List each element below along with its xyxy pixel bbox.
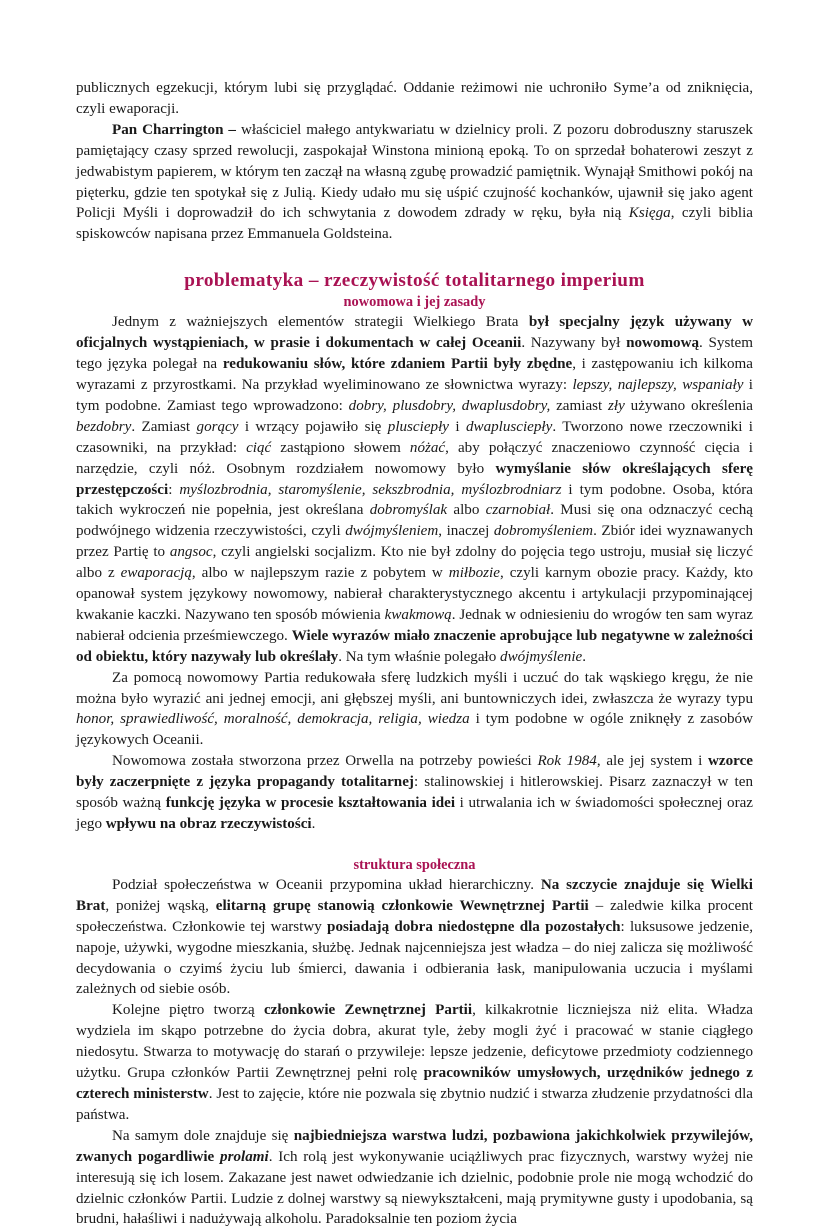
subheading-struktura-spoleczna: struktura społeczna	[353, 856, 476, 873]
paragraph-struktura-3: Na samym dole znajduje się najbiedniejsza warstwa ludzi, pozbawiona jakichkolwiek przywilejów, zwanych pogardliwie prolami. Ich rolą jest wykonywanie uciążliwych prac fizycznych, warstwy wyżej nie interesują się ich losem. Zakazane jest nawet odwiedzanie ich dzielnic, podobnie prole nie mogą wchodzić do dzielnic członków Partii. Ludzie z dolnej warstwy są niewykształceni, mają prymitywne gusty i upodobania, są brudni, hałaśliwi i nadużywają alkoholu. Paradoksalnie ten poziom życia	[76, 1127, 753, 1228]
paragraph-pan-charrington: Pan Charrington – właściciel małego antykwariatu w dzielnicy proli. Z pozoru dobroduszny staruszek pamiętający czasy sprzed rewolucji, zaspokajał Winstona minioną epoką. To on sprzedał bohaterowi zeszyt z jedwabistym papierem, w którym ten zaczął na własną zgubę prowadzić pamiętnik. Wynajął Smithowi pokój na pięterku, gdzie ten spotykał się z Julią. Kiedy udało mu się uśpić czujność kochanków, ujawnił się jako agent Policji Myśli i doprowadził do ich schwytania z dowodem zdrady w ręku, była nią Księga, czyli biblia spiskowców napisana przez Emmanuela Goldsteina.	[76, 121, 753, 243]
subheading-spacer	[76, 835, 753, 856]
subheading-nowomowa: nowomowa i jej zasady	[343, 294, 486, 311]
document-body	[76, 78, 753, 1230]
heading-spacer	[76, 245, 753, 269]
paragraph-struktura-1: Podział społeczeństwa w Oceanii przypomina układ hierarchiczny. Na szczycie znajduje się Wielki Brat, poniżej wąską, elitarną grupę stanowią członkowie Wewnętrznej Partii – zaledwie kilka procent społeczeństwa. Członkowie tej warstwy posiadają dobra niedostępne dla pozostałych: luksusowe jedzenie, napoje, używki, wygodne mieszkania, służbę. Jednak najcenniejsza jest władza – do niej zalicza się możliwość decydowania o czyimś życiu lub śmierci, dawania i odbierania łask, manipulowania uczucia i myślami zależnych od siebie osób.	[76, 876, 753, 998]
paragraph-nowomowa-3: Nowomowa została stworzona przez Orwella na potrzeby powieści Rok 1984, ale jej system i wzorce były zaczerpnięte z języka propagandy totalitarnej: stalinowskiej i hitlerowskiej. Pisarz zaznaczył w ten sposób ważną funkcję języka w procesie kształtowania idei i utrwalania ich w świadomości społecznej oraz jego wpływu na obraz rzeczywistości.	[76, 753, 753, 832]
paragraph-struktura-2: Kolejne piętro tworzą członkowie Zewnętrznej Partii, kilkakrotnie liczniejsza niż elita. Władza wydziela im skąpo potrzebne do życia dobra, akurat tyle, żeby mogli żyć i pracować w stanie ciągłego niedosytu. Stwarza to motywację do starań o przywileje: lepsze jedzenie, deficytowe przedmioty codziennego użytku. Grupa członków Partii Zewnętrznej pełni rolę pracowników umysłowych, urzędników jednego z czterech ministerstw. Jest to zajęcie, które nie pozwala się zbytnio nudzić i stwarza złudzenie przydatności dla państwa.	[76, 1002, 754, 1123]
paragraph-syme-continuation: publicznych egzekucji, którym lubi się przyglądać. Oddanie reżimowi nie uchroniło Syme’a od zniknięcia, czyli ewaporacji.	[76, 80, 753, 117]
paragraph-nowomowa-1: Jednym z ważniejszych elementów strategii Wielkiego Brata był specjalny język używany w oficjalnych wystąpieniach, w prasie i dokumentach w całej Oceanii. Nazywany był nowomową. System tego języka polegał na redukowaniu słów, które zdaniem Partii były zbędne, i zastępowaniu ich kilkoma wyrazami z przyrostkami. Na przykład wyeliminowano ze słownictwa wyrazy: lepszy, najlepszy, wspaniały i tym podobne. Zamiast tego wprowadzono: dobry, plusdobry, dwaplusdobry, zamiast zły używano określenia bezdobry. Zamiast gorący i wrzący pojawiło się plusciepły i dwaplusciepły. Tworzono nowe rzeczowniki i czasowniki, na przykład: ciąć zastąpiono słowem nóżać, aby połączyć znaczeniowo czynność cięcia i narzędzie, czyli nóż. Osobnym rozdziałem nowomowy było wymyślanie słów określających sferę przestępczości: myślozbrodnia, staromyślenie, sekszbrodnia, myślozbrodniarz i tym podobne. Osoba, która takich wykroczeń nie popełnia, jest określana dobromyślak albo czarnobiał. Musi się ona odznaczyć cechą podwójnego widzenia rzeczywistości, czyli dwójmyśleniem, inaczej dobromyśleniem. Zbiór idei wyznawanych przez Partię to angsoc, czyli angielski socjalizm. Kto nie był zdolny do pojęcia tego ustroju, musiał się liczyć albo z ewaporacją, albo w najlepszym razie z pobytem w miłbozie, czyli karnym obozie pracy. Każdy, kto opanował system językowy nowomowy, nabierał charakterystycznego akcentu i artykulacji przypominającej kwakanie kaczki. Nazywano ten sposób mówienia kwakmową. Jednak w odniesieniu do wrogów ten sam wyraz nabierał odcienia prześmiewczego. Wiele wyrazów miało znaczenie aprobujące lub negatywne w zależności od obiektu, który nazywały lub określały. Na tym właśnie polegało dwójmyślenie.	[76, 314, 754, 665]
paragraph-nowomowa-2: Za pomocą nowomowy Partia redukowała sferę ludzkich myśli i uczuć do tak wąskiego kręgu, że nie można było wyrazić ani jednej emocji, ani głębszej myśli, ani buntowniczych idei, zwłaszcza że wyrazy typu honor, sprawiedliwość, moralność, demokracja, religia, wiedza i tym podobne w ogóle zniknęły z zasobów językowych Oceanii.	[76, 669, 753, 749]
section-heading-problematyka: problematyka – rzeczywistość totalitarnego imperium	[184, 270, 645, 292]
